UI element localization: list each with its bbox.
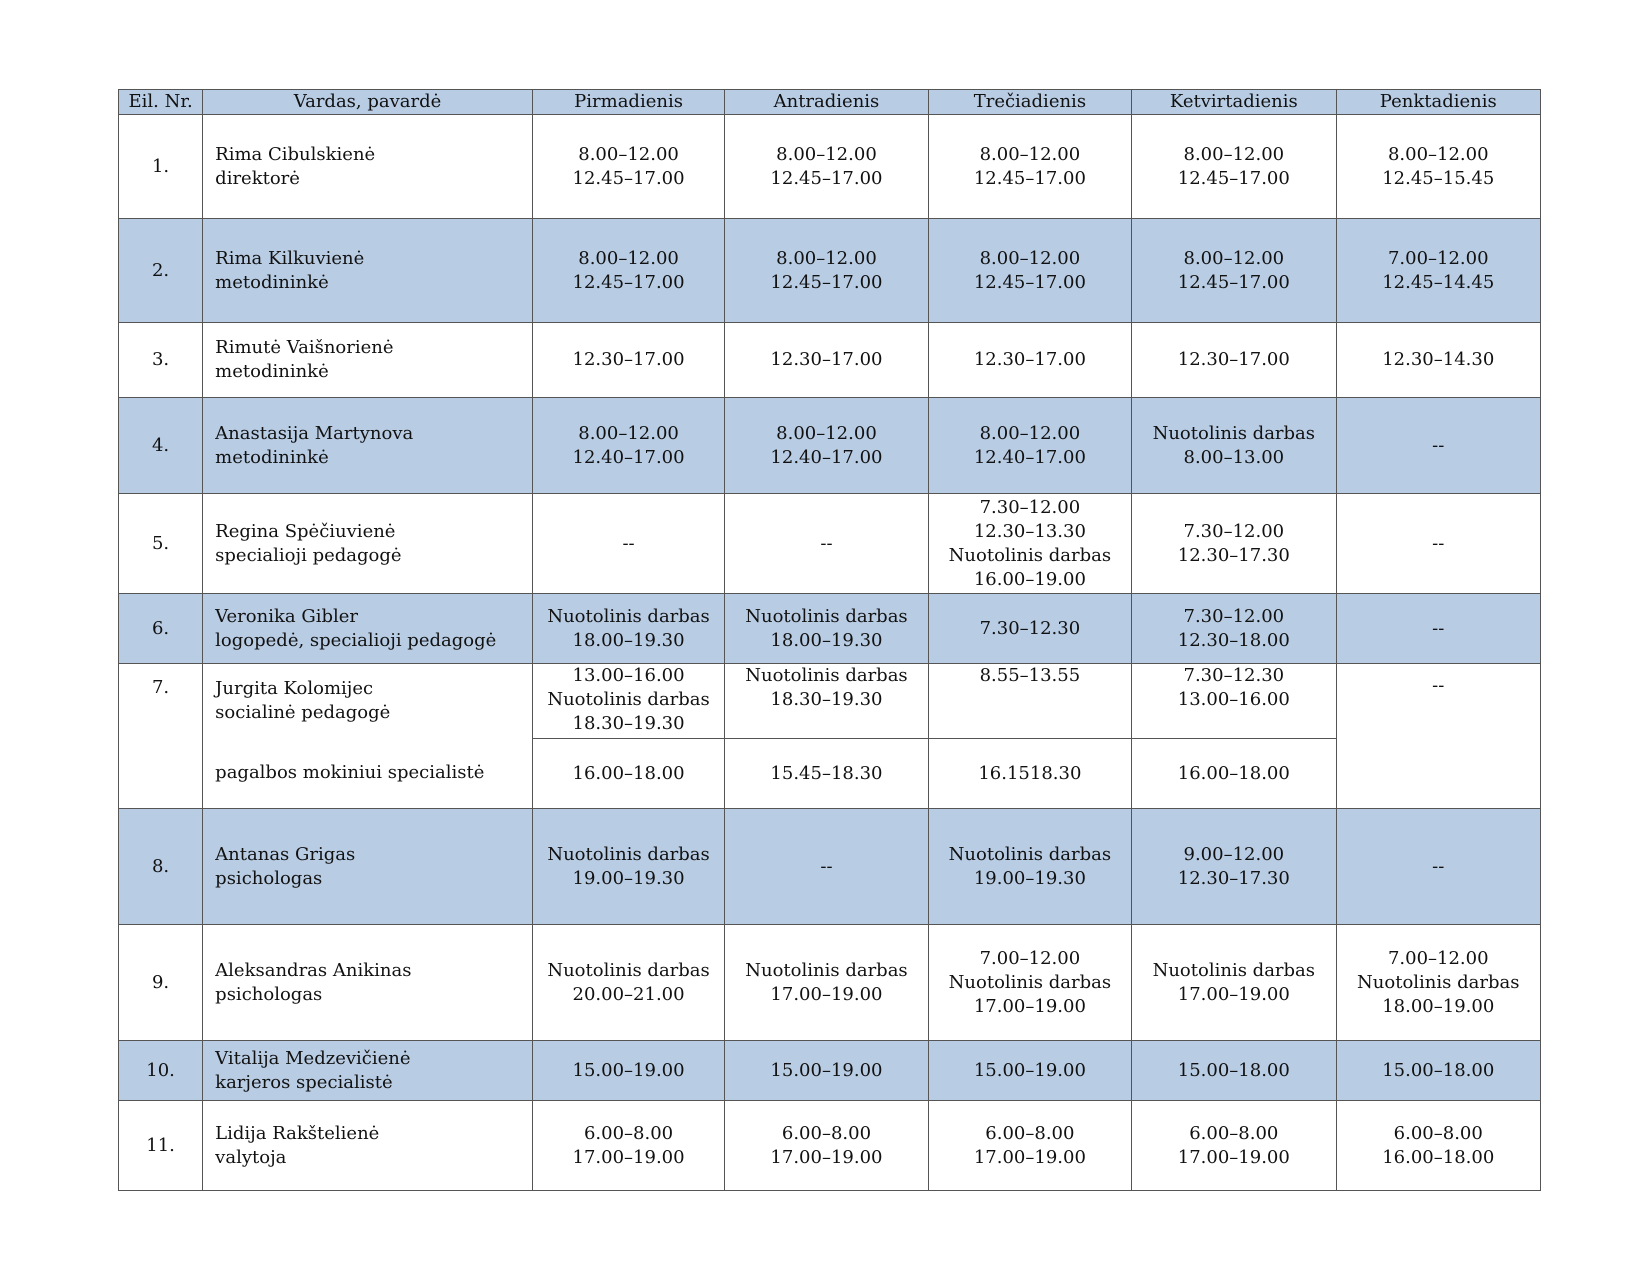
time-line: 8.00–12.00: [1183, 143, 1285, 165]
schedule-monday: [532, 1041, 724, 1101]
person-role: psichologas: [215, 983, 323, 1005]
time-line: 12.45–17.00: [973, 167, 1086, 189]
time-line: 17.00–19.00: [1177, 1146, 1290, 1168]
schedule-friday: [1336, 115, 1540, 219]
schedule-friday: [1336, 809, 1540, 925]
person-cell: [203, 323, 533, 398]
schedule-tuesday: [725, 1101, 928, 1191]
person-name: Aleksandras Anikinas: [215, 959, 412, 981]
person-name: Lidija Rakštelienė: [215, 1122, 380, 1144]
schedule-monday: [532, 1101, 724, 1191]
time-line: Nuotolinis darbas: [1152, 959, 1316, 981]
time-line: Nuotolinis darbas: [547, 689, 710, 710]
schedule-wednesday: [928, 323, 1131, 398]
schedule-thursday: [1132, 494, 1336, 594]
schedule-monday: [532, 219, 724, 323]
table-row: [119, 925, 1541, 1041]
time-line: Nuotolinis darbas: [547, 843, 710, 865]
table-row: [119, 398, 1541, 494]
time-line: --: [1432, 675, 1445, 696]
time-line: 19.00–19.30: [973, 867, 1086, 889]
time-line: 12.30–17.00: [1177, 349, 1290, 370]
time-line: Nuotolinis darbas: [745, 605, 908, 627]
time-line: Nuotolinis darbas: [948, 544, 1112, 566]
header-name: Vardas, pavardė: [203, 90, 533, 115]
time-line: 18.30–19.30: [770, 689, 883, 710]
time-line: --: [820, 855, 833, 877]
time-line: 8.00–12.00: [776, 247, 877, 269]
table-row: [119, 664, 1541, 739]
time-line: 18.00–19.00: [1382, 995, 1495, 1017]
time-line: Nuotolinis darbas: [1357, 971, 1520, 993]
schedule-tuesday: [725, 594, 928, 664]
person-cell: [203, 925, 533, 1041]
row-number: 2.: [119, 219, 203, 323]
time-line: 12.45–14.45: [1382, 271, 1495, 293]
schedule-wednesday: [928, 115, 1131, 219]
time-line: 15.00–19.00: [572, 1059, 685, 1081]
person-role: metodininkė: [215, 446, 329, 468]
time-line: 6.00–8.00: [985, 1122, 1075, 1144]
time-line: 8.00–12.00: [578, 143, 679, 165]
row-number: 11.: [119, 1101, 203, 1191]
person-name: Regina Spėčiuvienė: [215, 520, 396, 542]
time-line: 7.30–12.00: [1183, 605, 1285, 627]
time-line: --: [1432, 532, 1445, 554]
time-line: 12.30–17.00: [572, 349, 685, 370]
person-role: direktorė: [215, 167, 300, 189]
time-line: --: [1432, 434, 1445, 456]
row-number: 10.: [119, 1041, 203, 1101]
person-role: socialinė pedagogė: [215, 702, 391, 724]
row-number: 3.: [119, 323, 203, 398]
header-number: Eil. Nr.: [119, 90, 203, 115]
time-line: 8.00–12.00: [979, 143, 1081, 165]
time-line: 8.00–12.00: [776, 143, 877, 165]
time-line: Nuotolinis darbas: [948, 971, 1112, 993]
schedule-thursday: [1132, 1041, 1336, 1101]
schedule-wednesday: [928, 925, 1131, 1041]
time-line: 13.00–16.00: [572, 665, 685, 686]
schedule-monday: [532, 494, 724, 594]
time-line: 12.45–17.00: [973, 271, 1086, 293]
row-number: 8.: [119, 809, 203, 925]
person-name: Rima Cibulskienė: [215, 143, 376, 165]
time-line: 16.00–18.00: [1177, 762, 1290, 784]
time-line: Nuotolinis darbas: [1152, 422, 1316, 444]
schedule-tuesday: [725, 398, 928, 494]
schedule-thursday: [1132, 594, 1336, 664]
time-line: 18.00–19.30: [572, 629, 685, 651]
schedule-friday: [1336, 219, 1540, 323]
time-line: 12.30–17.30: [1177, 544, 1290, 566]
time-line: Nuotolinis darbas: [547, 605, 710, 627]
person-name: Antanas Grigas: [215, 843, 356, 865]
time-line: 8.00–12.00: [578, 247, 679, 269]
person-cell: [203, 809, 533, 925]
person-cell: [203, 398, 533, 494]
person-name: Anastasija Martynova: [215, 422, 414, 444]
table-row: [119, 1041, 1541, 1101]
schedule-monday: [532, 398, 724, 494]
time-line: 7.00–12.00: [1387, 947, 1489, 969]
schedule-friday: [1336, 398, 1540, 494]
person-role: valytoja: [215, 1146, 287, 1168]
schedule-monday: [532, 809, 724, 925]
row-number: 5.: [119, 494, 203, 594]
time-line: 7.30–12.00: [1183, 520, 1285, 542]
time-line: 8.00–12.00: [979, 247, 1081, 269]
time-line: 12.45–17.00: [1177, 271, 1290, 293]
time-line: 15.00–18.00: [1177, 1059, 1290, 1081]
row-number: 7.: [119, 664, 203, 809]
time-line: 17.00–19.00: [973, 995, 1086, 1017]
schedule-thursday: [1132, 323, 1336, 398]
time-line: 12.45–17.00: [770, 271, 883, 293]
schedule-thursday: [1132, 115, 1336, 219]
person-name: Rimutė Vaišnorienė: [215, 337, 394, 358]
time-line: 6.00–8.00: [583, 1122, 674, 1144]
schedule-wednesday: [928, 739, 1131, 809]
schedule-friday: [1336, 594, 1540, 664]
time-line: --: [622, 532, 635, 554]
time-line: 8.00–12.00: [979, 422, 1081, 444]
schedule-thursday: [1132, 398, 1336, 494]
person-name: Veronika Gibler: [215, 605, 358, 627]
time-line: 17.00–19.00: [770, 983, 883, 1005]
schedule-wednesday: [928, 1041, 1131, 1101]
time-line: 17.00–19.00: [973, 1146, 1086, 1168]
person-cell: [203, 219, 533, 323]
time-line: 18.30–19.30: [572, 713, 685, 734]
time-line: 6.00–8.00: [781, 1122, 872, 1144]
time-line: 6.00–8.00: [1189, 1122, 1279, 1144]
time-line: 12.45–15.45: [1382, 167, 1495, 189]
table-row: [119, 809, 1541, 925]
header-tuesday: Antradienis: [725, 90, 928, 115]
time-line: 7.00–12.00: [979, 947, 1081, 969]
table-row: [119, 594, 1541, 664]
work-schedule-table: [118, 89, 1541, 1191]
person-role: metodininkė: [215, 271, 329, 293]
time-line: 17.00–19.00: [770, 1146, 883, 1168]
header-wednesday: Trečiadienis: [928, 90, 1131, 115]
person-name: Vitalija Medzevičienė: [215, 1047, 411, 1069]
person-role-secondary: pagalbos mokiniui specialistė: [203, 739, 533, 809]
schedule-monday: [532, 115, 724, 219]
time-line: --: [1432, 617, 1445, 639]
time-line: 12.45–17.00: [572, 167, 685, 189]
schedule-friday: [1336, 1041, 1540, 1101]
person-role: metodininkė: [215, 361, 329, 382]
table-row: [119, 1101, 1541, 1191]
schedule-tuesday: [725, 809, 928, 925]
time-line: 8.00–12.00: [1183, 247, 1285, 269]
schedule-thursday: [1132, 925, 1336, 1041]
time-line: 16.00–19.00: [973, 568, 1086, 590]
schedule-tuesday: [725, 1041, 928, 1101]
time-line: 16.00–18.00: [572, 762, 685, 784]
time-line: 15.00–19.00: [770, 1059, 883, 1081]
time-line: 12.30–17.30: [1177, 867, 1290, 889]
table-body: [119, 115, 1541, 1191]
schedule-wednesday: [928, 398, 1131, 494]
time-line: 12.45–17.00: [770, 167, 883, 189]
person-cell: [203, 664, 533, 739]
person-cell: [203, 1041, 533, 1101]
person-name: Jurgita Kolomijec: [215, 678, 374, 700]
table-row: [119, 323, 1541, 398]
schedule-wednesday: [928, 809, 1131, 925]
header-thursday: Ketvirtadienis: [1132, 90, 1336, 115]
schedule-friday: [1336, 925, 1540, 1041]
time-line: 17.00–19.00: [572, 1146, 685, 1168]
time-line: 8.00–12.00: [578, 422, 679, 444]
schedule-wednesday: [928, 1101, 1131, 1191]
person-cell: [203, 594, 533, 664]
header-monday: Pirmadienis: [532, 90, 724, 115]
time-line: 12.45–17.00: [572, 271, 685, 293]
time-line: 12.30–14.30: [1382, 349, 1495, 370]
schedule-monday: [532, 594, 724, 664]
time-line: 8.00–12.00: [776, 422, 877, 444]
schedule-wednesday: [928, 664, 1131, 739]
time-line: 19.00–19.30: [572, 867, 685, 889]
row-number: 9.: [119, 925, 203, 1041]
time-line: 12.30–13.30: [973, 520, 1086, 542]
time-line: --: [820, 532, 833, 554]
time-line: 7.00–12.00: [1387, 247, 1489, 269]
time-line: 6.00–8.00: [1393, 1122, 1483, 1144]
time-line: 12.40–17.00: [770, 446, 883, 468]
time-line: 7.30–12.30: [1183, 665, 1285, 686]
row-number: 1.: [119, 115, 203, 219]
schedule-tuesday: [725, 219, 928, 323]
schedule-tuesday: [725, 664, 928, 739]
table-row: [119, 739, 1541, 809]
time-line: 16.00–18.00: [1382, 1146, 1495, 1168]
person-role: specialioji pedagogė: [215, 544, 402, 566]
time-line: 18.00–19.30: [770, 629, 883, 651]
time-line: --: [1432, 855, 1445, 877]
time-line: Nuotolinis darbas: [745, 959, 908, 981]
schedule-monday: [532, 739, 724, 809]
person-cell: [203, 1101, 533, 1191]
time-line: Nuotolinis darbas: [547, 959, 710, 981]
schedule-tuesday: [725, 323, 928, 398]
table-row: [119, 494, 1541, 594]
time-line: 8.00–12.00: [1387, 143, 1489, 165]
schedule-thursday: [1132, 739, 1336, 809]
schedule-wednesday: [928, 494, 1131, 594]
time-line: 9.00–12.00: [1183, 843, 1285, 865]
schedule-friday: [1336, 1101, 1540, 1191]
time-line: 12.30–17.00: [973, 349, 1086, 370]
time-line: 12.30–18.00: [1177, 629, 1290, 651]
schedule-tuesday: [725, 115, 928, 219]
time-line: 12.45–17.00: [1177, 167, 1290, 189]
schedule-thursday: [1132, 664, 1336, 739]
schedule-monday: [532, 664, 724, 739]
person-role: psichologas: [215, 867, 323, 889]
table-row: [119, 115, 1541, 219]
time-line: 15.00–18.00: [1382, 1059, 1495, 1081]
time-line: 12.40–17.00: [973, 446, 1086, 468]
row-number: 4.: [119, 398, 203, 494]
time-line: 17.00–19.00: [1177, 983, 1290, 1005]
time-line: 20.00–21.00: [572, 983, 685, 1005]
time-line: 13.00–16.00: [1177, 689, 1290, 710]
table-header: [119, 90, 1541, 115]
schedule-friday: [1336, 494, 1540, 594]
time-line: 15.45–18.30: [770, 762, 883, 784]
person-cell: [203, 494, 533, 594]
time-line: Nuotolinis darbas: [948, 843, 1112, 865]
person-role: karjeros specialistė: [215, 1071, 393, 1093]
schedule-tuesday: [725, 739, 928, 809]
schedule-wednesday: [928, 219, 1131, 323]
table-row: [119, 219, 1541, 323]
person-role: logopedė, specialioji pedagogė: [215, 629, 497, 651]
time-line: 15.00–19.00: [973, 1059, 1086, 1081]
person-name: Rima Kilkuvienė: [215, 247, 365, 269]
time-line: 7.30–12.30: [979, 617, 1081, 639]
time-line: 8.00–13.00: [1183, 446, 1285, 468]
header-row: [119, 90, 1541, 115]
person-cell: [203, 115, 533, 219]
schedule-monday: [532, 323, 724, 398]
schedule-wednesday: [928, 594, 1131, 664]
time-line: Nuotolinis darbas: [745, 665, 908, 686]
time-line: 8.55–13.55: [979, 665, 1081, 686]
time-line: 16.1518.30: [978, 762, 1082, 784]
time-line: 7.30–12.00: [979, 496, 1081, 518]
time-line: 12.40–17.00: [572, 446, 685, 468]
schedule-thursday: [1132, 219, 1336, 323]
schedule-thursday: [1132, 1101, 1336, 1191]
schedule-monday: [532, 925, 724, 1041]
time-line: 12.30–17.00: [770, 349, 883, 370]
schedule-tuesday: [725, 494, 928, 594]
schedule-thursday: [1132, 809, 1336, 925]
schedule-tuesday: [725, 925, 928, 1041]
schedule-friday: [1336, 323, 1540, 398]
row-number: 6.: [119, 594, 203, 664]
schedule-friday: [1336, 664, 1540, 809]
header-friday: Penktadienis: [1336, 90, 1540, 115]
